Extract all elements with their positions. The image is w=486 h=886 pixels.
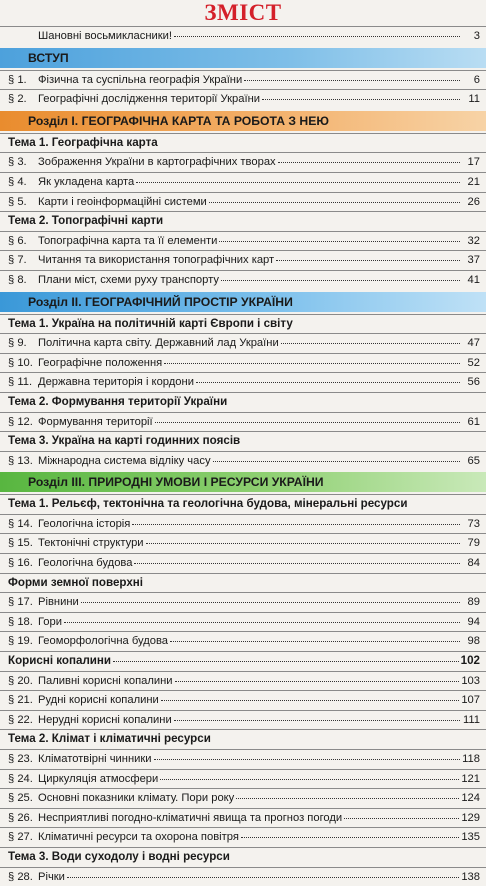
section-number: § 28. — [8, 870, 33, 883]
entry-title: Нерудні корисні копалини — [38, 713, 172, 726]
section-number: § 21. — [8, 694, 33, 707]
dot-leader — [67, 866, 459, 878]
toc-entry — [0, 631, 486, 651]
topic-heading: Тема 1. Україна на політичній карті Європи і світу — [0, 314, 486, 334]
section-number: § 23. — [8, 753, 33, 765]
page-number: 17 — [467, 156, 480, 169]
toc-entry — [0, 533, 486, 553]
toc-entry — [0, 250, 486, 270]
section-number: § 2. — [8, 93, 27, 106]
page-title: ЗМІСТ — [204, 0, 282, 25]
toc-entry — [0, 690, 486, 710]
entry-title: Державна територія і кордони — [38, 376, 194, 389]
page-number: 56 — [467, 376, 480, 389]
dot-leader — [136, 171, 460, 183]
page-number: 73 — [467, 517, 480, 530]
page-number: 52 — [467, 356, 480, 369]
toc-entry — [0, 867, 486, 886]
page-number: 102 — [460, 654, 480, 668]
dot-leader — [213, 450, 460, 462]
page-number: 3 — [473, 30, 480, 42]
toc-entry — [0, 231, 486, 251]
dot-leader — [64, 611, 460, 623]
dot-leader — [241, 826, 459, 838]
entry-title: Геоморфологічна будова — [38, 635, 169, 648]
section-number: § 3. — [8, 156, 27, 169]
toc-entry — [0, 451, 486, 471]
dot-leader — [175, 670, 460, 682]
dot-leader — [278, 151, 460, 163]
section-number: § 9. — [8, 337, 27, 350]
section-number: § 12. — [8, 415, 33, 428]
page-number: 37 — [467, 254, 480, 267]
toc-entry — [0, 592, 486, 612]
entry-title: Геологічна будова — [38, 557, 133, 570]
section-banner: Розділ ІІ. ГЕОГРАФІЧНИЙ ПРОСТІР УКРАЇНИ — [0, 292, 486, 312]
dot-leader — [134, 552, 460, 564]
toc-entry — [0, 612, 486, 632]
dot-leader — [154, 748, 460, 760]
topic-heading: Тема 3. Води суходолу і водні ресурси — [0, 847, 486, 867]
entry-title: Річки — [38, 870, 65, 883]
page-number: 124 — [461, 792, 480, 805]
dot-leader — [164, 352, 460, 364]
dot-leader — [174, 709, 460, 721]
page-number: 118 — [462, 753, 480, 765]
section-number: § 7. — [8, 254, 27, 267]
entry-title: Гори — [38, 615, 63, 628]
toc-entry — [0, 89, 486, 109]
dot-leader — [209, 191, 460, 203]
section-banner: Розділ ІІІ. ПРИРОДНІ УМОВИ І РЕСУРСИ УКРАЇНИ — [0, 472, 486, 492]
topic-heading: Тема 2. Формування території України — [0, 392, 486, 412]
toc-entry — [0, 412, 486, 432]
dot-leader — [276, 249, 460, 261]
toc-entry — [0, 333, 486, 353]
toc-entry — [0, 353, 486, 373]
toc-entry — [0, 749, 486, 769]
toc-entry — [0, 152, 486, 172]
dot-leader — [155, 411, 460, 423]
entry-title: Формування території — [38, 415, 153, 428]
page-number: 11 — [468, 93, 480, 106]
dot-leader — [132, 513, 460, 525]
dot-leader — [174, 25, 460, 37]
dot-leader — [244, 69, 460, 81]
entry-title: Географічні дослідження території України — [38, 93, 260, 106]
entry-title: Зображення України в картографічних творах — [38, 156, 276, 169]
dot-leader — [146, 532, 460, 544]
section-number: § 24. — [8, 772, 33, 785]
page-number: 79 — [467, 537, 480, 550]
section-number: § 11. — [8, 376, 33, 389]
entry-title: Карти і геоінформаційні системи — [38, 195, 207, 208]
entry-title: Рудні корисні копалини — [38, 694, 159, 707]
section-number: § 5. — [8, 195, 27, 208]
section-number: § 16. — [8, 557, 33, 570]
toc-entry — [0, 710, 486, 730]
page-number: 32 — [467, 234, 480, 247]
entry-title: Читання та використання топографічних карт — [38, 254, 275, 267]
toc-entry — [0, 788, 486, 808]
topic-heading — [0, 651, 486, 671]
section-number: § 6. — [8, 234, 27, 247]
topic-heading: Форми земної поверхні — [0, 573, 486, 593]
entry-title: Топографічна карта та її елементи — [38, 234, 218, 247]
page-number: 41 — [467, 273, 480, 286]
toc-entry — [0, 372, 486, 392]
toc-entry — [0, 270, 486, 290]
toc-entry — [0, 671, 486, 691]
page-number: 94 — [467, 615, 480, 628]
section-number: § 13. — [8, 454, 33, 467]
entry-title: Кліматотвірні чинники — [38, 753, 152, 765]
dot-leader — [281, 332, 460, 344]
entry-title: Основні показники клімату. Пори року — [38, 792, 235, 805]
entry-title: Шановні восьмикласники! — [38, 30, 173, 42]
section-number: § 17. — [8, 596, 33, 609]
page-number: 84 — [467, 557, 480, 570]
section-number: § 26. — [8, 811, 33, 824]
dot-leader — [160, 768, 459, 780]
dot-leader — [170, 630, 460, 642]
page-number: 135 — [461, 831, 480, 844]
entry-title: Циркуляція атмосфери — [38, 772, 159, 785]
entry-title: Тектонічні структури — [38, 537, 144, 550]
toc-entry — [0, 172, 486, 192]
toc-entry — [0, 553, 486, 573]
page-number: 138 — [461, 870, 480, 883]
dot-leader — [344, 807, 459, 819]
section-number: § 25. — [8, 792, 33, 805]
entry-title: Політична карта світу. Державний лад України — [38, 337, 279, 350]
page-number: 61 — [467, 415, 480, 428]
section-number: § 4. — [8, 175, 27, 188]
entry-title: Паливні корисні копалини — [38, 674, 173, 687]
section-number: § 20. — [8, 674, 33, 687]
entry-title: Геологічна історія — [38, 517, 131, 530]
dot-leader — [161, 689, 460, 701]
section-number: § 27. — [8, 831, 33, 844]
toc-entry — [0, 769, 486, 789]
table-of-contents — [0, 26, 486, 886]
dot-leader — [113, 650, 459, 662]
entry-title: Рівнини — [38, 596, 79, 609]
page-number: 129 — [461, 811, 480, 824]
toc-entry — [0, 808, 486, 828]
dot-leader — [81, 591, 460, 603]
toc-entry — [0, 514, 486, 534]
section-number: § 8. — [8, 273, 27, 286]
section-number: § 22. — [8, 713, 33, 726]
page-number: 26 — [467, 195, 480, 208]
page-number: 111 — [462, 713, 480, 726]
section-number: § 1. — [8, 73, 27, 86]
section-number: § 14. — [8, 517, 33, 530]
page-number: 6 — [473, 73, 480, 86]
section-number: § 10. — [8, 356, 33, 369]
page-number: 21 — [467, 175, 480, 188]
dot-leader — [262, 88, 460, 100]
entry-title: Плани міст, схеми руху транспорту — [38, 273, 219, 286]
entry-title: Кліматичні ресурси та охорона повітря — [38, 831, 239, 844]
dot-leader — [236, 787, 459, 799]
toc-entry — [0, 26, 486, 46]
page-number: 98 — [467, 635, 480, 648]
dot-leader — [221, 269, 460, 281]
section-number: § 18. — [8, 615, 33, 628]
toc-entry — [0, 70, 486, 90]
page-number: 47 — [467, 337, 480, 350]
entry-title: Несприятливі погодно-кліматичні явища та прогноз погоди — [38, 811, 343, 824]
topic-heading: Тема 1. Рельєф, тектонічна та геологічна будова, мінеральні ресурси — [0, 494, 486, 514]
page-number: 103 — [461, 674, 480, 687]
toc-entry — [0, 827, 486, 847]
topic-heading: Тема 3. Україна на карті годинних поясів — [0, 431, 486, 451]
toc-entry — [0, 192, 486, 212]
section-banner: Розділ І. ГЕОГРАФІЧНА КАРТА ТА РОБОТА З НЕЮ — [0, 111, 486, 131]
topic-heading: Тема 2. Клімат і кліматичні ресурси — [0, 729, 486, 749]
section-number: § 15. — [8, 537, 33, 550]
entry-title: Міжнародна система відліку часу — [38, 454, 211, 467]
entry-title: Фізична та суспільна географія України — [38, 73, 243, 86]
section-number: § 19. — [8, 635, 33, 648]
dot-leader — [196, 371, 460, 383]
entry-title: Як укладена карта — [38, 175, 135, 188]
dot-leader — [219, 230, 460, 242]
page-number: 107 — [461, 694, 480, 707]
page-number: 65 — [467, 454, 480, 467]
entry-title: Корисні копалини — [8, 654, 112, 668]
section-banner: ВСТУП — [0, 48, 486, 68]
topic-heading: Тема 2. Топографічні карти — [0, 211, 486, 231]
page-number: 121 — [461, 772, 480, 785]
topic-heading: Тема 1. Географічна карта — [0, 133, 486, 153]
page-number: 89 — [467, 596, 480, 609]
entry-title: Географічне положення — [38, 356, 163, 369]
